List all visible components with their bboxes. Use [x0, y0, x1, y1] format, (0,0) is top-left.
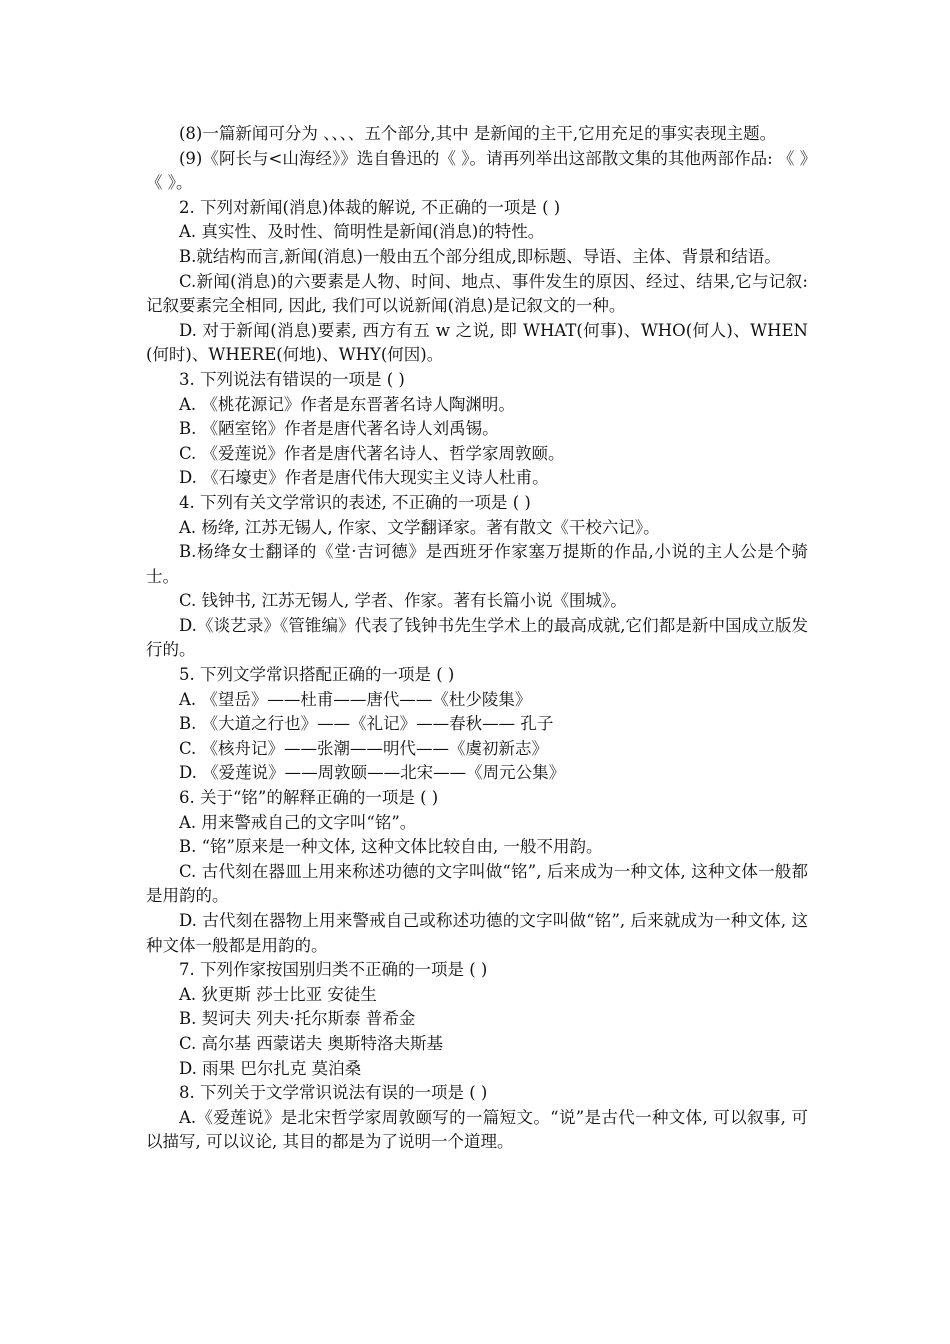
option-4b: B.杨绛女士翻译的《堂·吉诃德》是西班牙作家塞万提斯的作品,小说的主人公是个骑士。 — [146, 542, 808, 586]
document-page — [146, 122, 808, 1155]
option-7b: B. 契诃夫 列夫·托尔斯泰 普希金 — [179, 1009, 416, 1029]
paragraph-q1-8: (8)一篇新闻可分为 、、、、五个部分,其中 是新闻的主干,它用充足的事实表现主题。 — [179, 124, 777, 143]
option-2b: B.就结构而言,新闻(消息)一般由五个部分组成,即标题、导语、主体、背景和结语。 — [179, 246, 781, 266]
option-7d: D. 雨果 巴尔扎克 莫泊桑 — [179, 1058, 362, 1078]
question-7: 7. 下列作家按国别归类不正确的一项是 ( ) — [179, 960, 488, 980]
option-2c: C.新闻(消息)的六要素是人物、时间、地点、事件发生的原因、经过、结果,它与记叙: 记叙要素完全相同, 因此, 我们可以说新闻(消息)是记叙文的一种。 — [146, 271, 808, 316]
option-8a: A.《爱莲说》是北宋哲学家周敦颐写的一篇短文。“说”是古代一种文体, 可以叙事, 可以描写, 可以议论, 其目的都是为了说明一个道理。 — [146, 1107, 808, 1152]
option-3a: A. 《桃花源记》作者是东晋著名诗人陶渊明。 — [179, 394, 515, 414]
question-5: 5. 下列文学常识搭配正确的一项是 ( ) — [179, 665, 455, 685]
option-3d: D. 《石壕吏》作者是唐代伟大现实主义诗人杜甫。 — [179, 468, 549, 488]
paragraph-q1-9: (9)《阿长与<山海经》》选自鲁迅的《 》。请再列举出这部散文集的其他两部作品: 《 》《 》。 — [146, 148, 808, 193]
option-5b: B. 《大道之行也》——《礼记》——春秋—— 孔子 — [179, 714, 554, 734]
option-5c: C. 《核舟记》——张潮——明代——《虞初新志》 — [179, 738, 549, 758]
option-2d: D. 对于新闻(消息)要素, 西方有五 w 之说, 即 WHAT(何事)、WHO(何人)、WHEN (何时)、WHERE(何地)、WHY(何因)。 — [146, 320, 808, 365]
option-4c: C. 钱钟书, 江苏无锡人, 学者、作家。著有长篇小说《围城》。 — [179, 591, 627, 611]
option-2a: A. 真实性、及时性、简明性是新闻(消息)的特性。 — [179, 222, 545, 242]
option-3b: B. 《陋室铭》作者是唐代著名诗人刘禹锡。 — [179, 419, 499, 439]
option-6b: B. “铭”原来是一种文体, 这种文体比较自由, 一般不用韵。 — [179, 837, 603, 857]
question-2: 2. 下列对新闻(消息)体裁的解说, 不正确的一项是 ( ) — [179, 197, 561, 217]
option-6d: D. 古代刻在器物上用来警戒自己或称述功德的文字叫做“铭”, 后来就成为一种文体, 这种文体一般都是用韵的。 — [146, 911, 808, 955]
question-6: 6. 关于“铭”的解释正确的一项是 ( ) — [179, 788, 439, 808]
option-3c: C. 《爱莲说》作者是唐代著名诗人、哲学家周敦颐。 — [179, 443, 565, 463]
option-4d: D.《谈艺录》《管锥编》代表了钱钟书先生学术上的最高成就,它们都是新中国成立版发行的。 — [146, 615, 808, 660]
option-7c: C. 高尔基 西蒙诺夫 奥斯特洛夫斯基 — [179, 1033, 444, 1053]
option-6a: A. 用来警戒自己的文字叫“铭”。 — [179, 812, 417, 832]
option-5d: D. 《爱莲说》——周敦颐——北宋——《周元公集》 — [179, 763, 566, 783]
question-4: 4. 下列有关文学常识的表述, 不正确的一项是 ( ) — [179, 492, 531, 512]
option-5a: A. 《望岳》——杜甫——唐代——《杜少陵集》 — [179, 689, 532, 709]
option-7a: A. 狄更斯 莎士比亚 安徒生 — [179, 984, 377, 1004]
option-4a: A. 杨绛, 江苏无锡人, 作家、文学翻译家。著有散文《干校六记》。 — [179, 517, 660, 537]
question-3: 3. 下列说法有错误的一项是 ( ) — [179, 369, 405, 389]
option-6c: C. 古代刻在器皿上用来称述功德的文字叫做“铭”, 后来成为一种文体, 这种文体一般都是用韵的。 — [146, 861, 808, 906]
question-8: 8. 下列关于文学常识说法有误的一项是 ( ) — [179, 1083, 488, 1103]
